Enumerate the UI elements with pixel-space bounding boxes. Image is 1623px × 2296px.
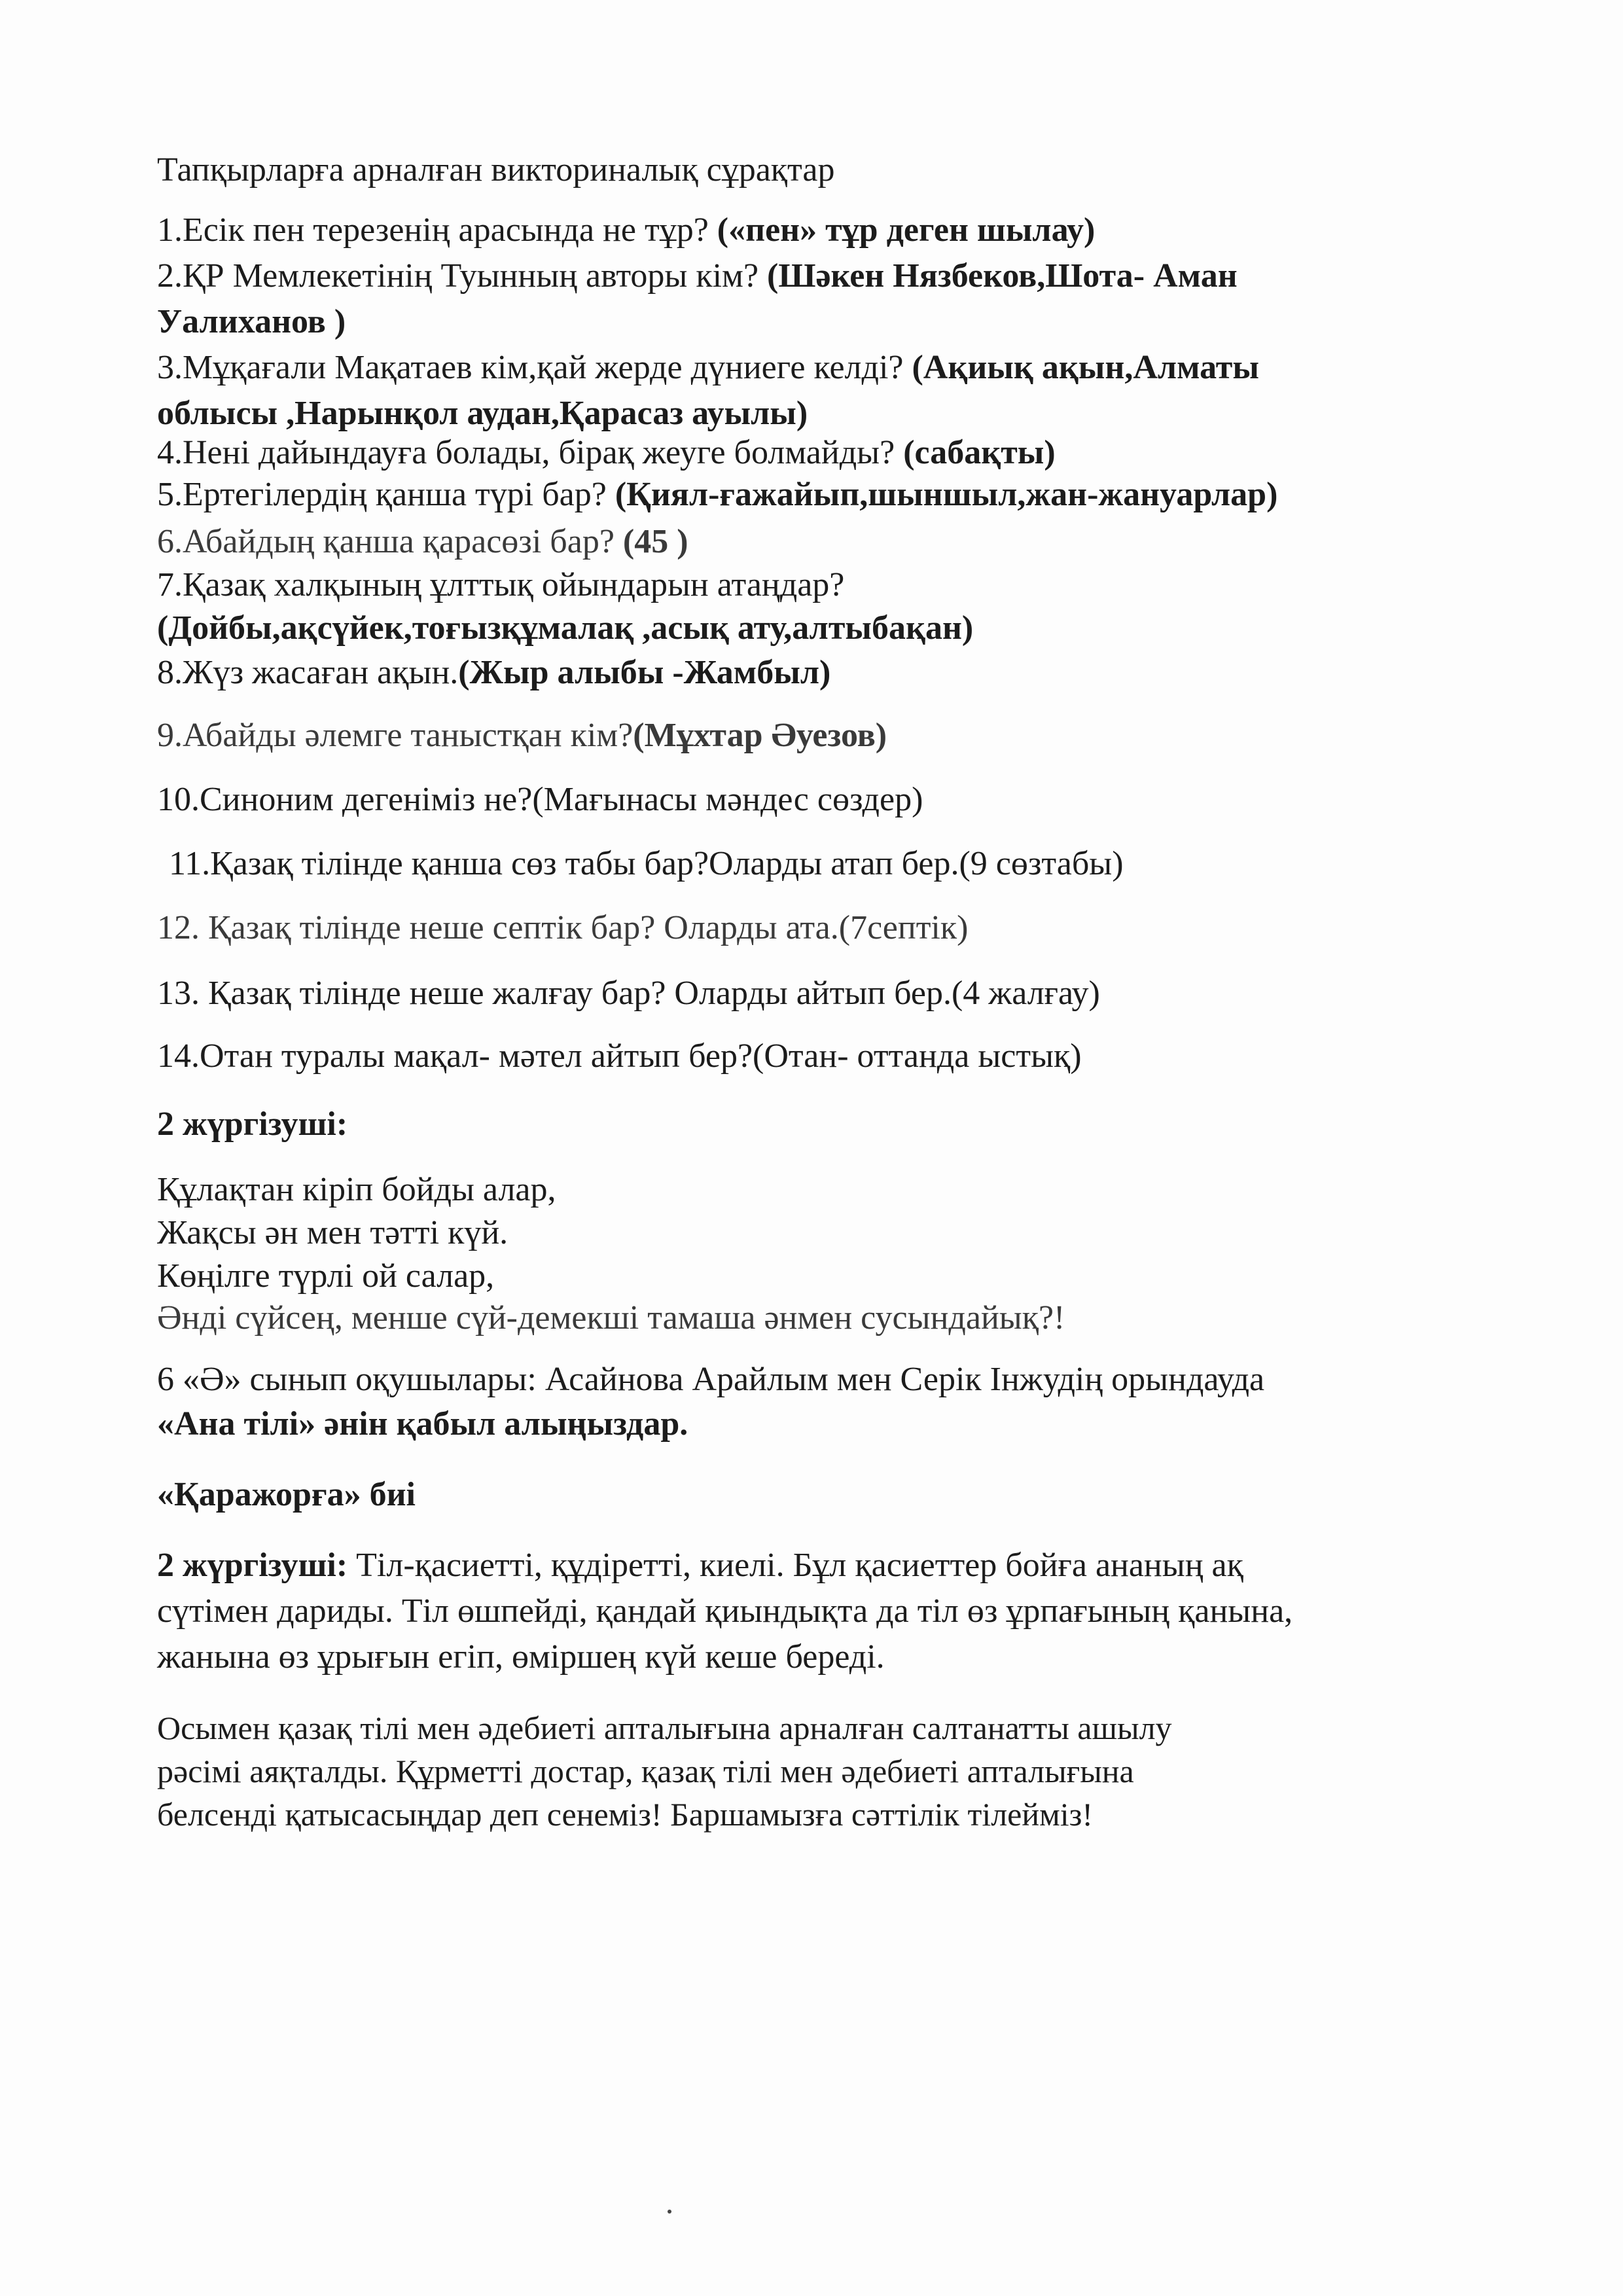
question-1 <box>157 208 1466 253</box>
question-3 <box>157 346 1466 390</box>
speech-text: Тіл-қасиетті, құдіретті, киелі. Бұл қасиеттер бойға ананың ақ <box>356 1547 1243 1584</box>
question-6 <box>157 520 1466 564</box>
question-8 <box>157 651 1466 695</box>
question-14 <box>157 1034 1466 1079</box>
question-7 <box>157 563 1466 607</box>
poem-line-3: Көңілге түрлі ой салар, <box>157 1257 495 1295</box>
answer-text: (45 ) <box>622 523 688 560</box>
answer-text: (Дойбы,ақсүйек,тоғызқұмалақ ,асық ату,алтыбақан) <box>157 609 974 647</box>
question-12 <box>157 906 1466 950</box>
answer-text: (Шәкен Нязбеков,Шота- Аман <box>767 257 1238 295</box>
closing-line-3: белсенді қатысасыңдар деп сенеміз! Баршамызға сәттілік тілейміз! <box>157 1796 1094 1833</box>
question-text: 1.Есік пен терезенің арасында не тұр? <box>157 211 717 249</box>
question-text: 2.ҚР Мемлекетінің Туынның авторы кім? <box>157 257 768 295</box>
closing-line-2: рәсімі аяқталды. Құрметті достар, қазақ тілі мен әдебиеті апталығына <box>157 1753 1134 1789</box>
answer-text: (Мұхтар Әуезов) <box>633 717 887 754</box>
question-text: 10.Синоним дегеніміз не?(Мағынасы мәндес сөздер) <box>157 781 923 818</box>
question-11 <box>169 842 1478 886</box>
speech-line-1 <box>157 1543 1466 1588</box>
question-text: 3.Мұқағали Мақатаев кім,қай жерде дүниеге келді? <box>157 349 912 386</box>
question-text: 13. Қазақ тілінде неше жалғау бар? Оларды айтып бер.(4 жалғау) <box>157 975 1100 1012</box>
question-9 <box>157 713 1466 758</box>
answer-text: («пен» тұр деген шылау) <box>717 211 1096 249</box>
question-4 <box>157 431 1466 475</box>
speech-line-3: жанына өз ұрығын егіп, өміршең күй кеше береді. <box>157 1638 885 1676</box>
announcement-line-1: 6 «Ә» сынып оқушылары: Асайнова Арайлым мен Серік Інжудің орындауда <box>157 1361 1265 1398</box>
question-text: 12. Қазақ тілінде неше септік бар? Оларды ата.(7септік) <box>157 909 969 946</box>
answer-text: (Қиял-ғажайып,шыншыл,жан-жануарлар) <box>615 476 1278 513</box>
question-text: 9.Абайды әлемге таныстқан кім? <box>157 717 633 754</box>
question-10 <box>157 778 1466 822</box>
closing-line-1: Осымен қазақ тілі мен әдебиеті апталығына арналған салтанатты ашылу <box>157 1710 1172 1746</box>
question-7-answer <box>157 606 1466 651</box>
poem-line-4: Әнді сүйсең, менше сүй-демекші тамаша әнмен сусындайық?! <box>157 1299 1065 1336</box>
question-2 <box>157 254 1466 298</box>
answer-text: (сабақты) <box>903 434 1056 471</box>
scan-speck <box>668 2210 671 2214</box>
question-text: 7.Қазақ халқының ұлттық ойындарын атаңдар? <box>157 566 845 603</box>
answer-text: Уалиханов ) <box>157 303 346 340</box>
host-heading: 2 жүргізуші: <box>157 1105 348 1143</box>
answer-text: облысы ,Нарынқол аудан,Қарасаз ауылы) <box>157 395 808 432</box>
speech-label: 2 жүргізуші: <box>157 1547 357 1584</box>
document-title: Тапқырларға арналған викториналық сұрақтар <box>157 151 835 188</box>
question-text: 11.Қазақ тілінде қанша сөз табы бар?Оларды атап бер.(9 сөзтабы) <box>169 845 1124 882</box>
question-3-continued <box>157 391 1466 436</box>
answer-text: (Ақиық ақын,Алматы <box>912 349 1259 386</box>
poem-line-2: Жақсы ән мен тәтті күй. <box>157 1214 508 1251</box>
question-text: 14.Отан туралы мақал- мәтел айтып бер?(Отан- оттанда ыстық) <box>157 1037 1082 1075</box>
question-5 <box>157 473 1466 517</box>
question-2-continued <box>157 300 1466 344</box>
question-text: 5.Ертегілердің қанша түрі бар? <box>157 476 615 513</box>
question-text: 8.Жүз жасаған ақын. <box>157 654 459 691</box>
question-text: 6.Абайдың қанша қарасөзі бар? <box>157 523 623 560</box>
poem-line-1: Құлақтан кіріп бойды алар, <box>157 1171 556 1208</box>
answer-text: (Жыр алыбы -Жамбыл) <box>458 654 831 691</box>
announcement-line-2: «Ана тілі» әнін қабыл алыңыздар. <box>157 1405 688 1443</box>
speech-line-2: сүтімен дариды. Тіл өшпейді, қандай қиындықта да тіл өз ұрпағының қанына, <box>157 1592 1293 1630</box>
question-text: 4.Нені дайындауға болады, бірақ жеуге болмайды? <box>157 434 904 471</box>
question-13 <box>157 971 1466 1016</box>
dance-title: «Қаражорға» биі <box>157 1476 416 1513</box>
